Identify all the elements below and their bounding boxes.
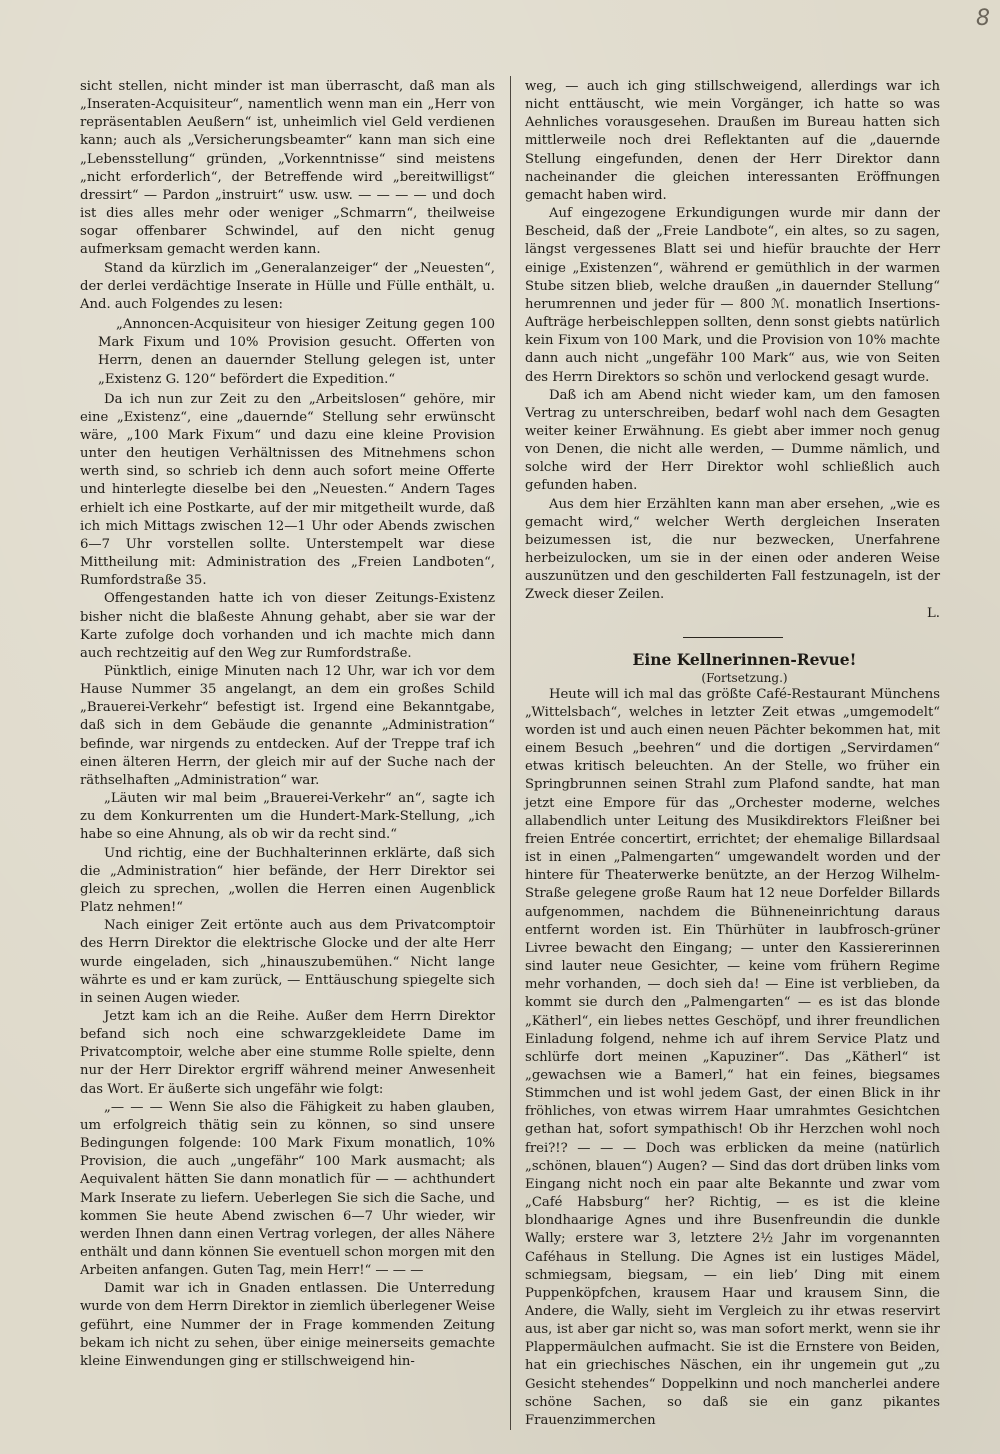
right-paragraph-4: Aus dem hier Erzählten kann man aber ersehen, „wie es gemacht wird,“ welcher Werth dergleichen Inseraten beizumessen ist, die nur bezwecken, Unerfahrene herbeizulocken, um sie in der einen oder anderen Weise auszunützen und den geschilderten Fall festzunageln, ist der Zweck dieser Zeilen. [525,496,940,603]
left-paragraph-8: Nach einiger Zeit ertönte auch aus dem Privatcomptoir des Herrn Direktor die elektrische Glocke und der alte Herr wurde eingeladen, sich „hinauszubemühen.“ Nicht lange währte es und er kam zurück, — Enttäuschung spiegelte sich in seinen Augen wieder. [80,918,495,1006]
author-signature: L. [927,605,940,621]
section-title: Eine Kellnerinnen-Revue! [632,649,857,669]
right-column [525,78,940,1430]
left-paragraph-9: Jetzt kam ich an die Reihe. Außer dem Herrn Direktor befand sich noch eine schwarzgekleidete Dame im Privatcomptoir, welche aber eine stumme Rolle spielte, denn nur der Herr Direktor ergriff während meiner Anwesenheit das Wort. Er äußerte sich ungefähr wie folgt: [80,1008,495,1097]
left-paragraph-6: „Läuten wir mal beim „Brauerei-Verkehr“ an“, sagte ich zu dem Konkurrenten um die Hundert-Mark-Stellung, „ich habe so eine Ahnung, als ob wir da recht sind.“ [80,791,495,843]
left-paragraph-3: Da ich nun zur Zeit zu den „Arbeitslosen“ gehöre, mir eine „Existenz“, eine „dauernde“ Stellung sehr erwünscht wäre, „100 Mark Fixum“ und dazu eine kleine Provision unter den heutigen Verhältnissen des Mitnehmens schon werth sind, so schrieb ich denn auch sofort meine Offerte und hinterlegte dieselbe bei den „Neuesten.“ Andern Tages erhielt ich eine Postkarte, auf der mir mitgetheilt wurde, daß ich mich Mittags zwischen 12—1 Uhr oder Abends zwischen 6—7 Uhr vorstellen sollte. Unterstempelt war diese Mittheilung mit: Administration des „Freien Landboten“, Rumfordstraße 35. [80,391,495,589]
left-paragraph-2: Stand da kürzlich im „Generalanzeiger“ der „Neuesten“, der derlei verdächtige Inserate in Hülle und Fülle enthält, u. And. auch Folgendes zu lesen: [80,260,495,312]
left-paragraph-11: Damit war ich in Gnaden entlassen. Die Unterredung wurde von dem Herrn Direktor in ziemlich überlegener Weise geführt, eine Nummer der in Frage kommenden Zeitung bekam ich nicht zu sehen, über einige meinerseits gemachte kleine Einwendungen ging er stillschweigend hin- [80,1281,495,1369]
page-number: 8 [976,6,990,31]
advertisement-quote: „Annoncen-Acquisiteur von hiesiger Zeitung gegen 100 Mark Fixum und 10% Provision gesucht. Offerten von Herrn, denen an dauernder Stellung gelegen ist, unter „Existenz G. 120“ befördert die Expedition.“ [98,317,495,387]
left-paragraph-10: „— — — Wenn Sie also die Fähigkeit zu haben glauben, um erfolgreich thätig sein zu können, so sind unsere Bedingungen folgende: 100 Mark Fixum monatlich, 10% Provision, die auch „ungefähr“ 100 Mark ausmacht; als Aequivalent hätten Sie dann monatlich für — — achthundert Mark Inserate zu liefern. Ueberlegen Sie sich die Sache, und kommen Sie heute Abend zwischen 6—7 Uhr wieder, wir werden Ihnen dann einen Vertrag vorlegen, der alles Nähere enthält und dann können Sie eventuell schon morgen mit den Arbeiten anfangen. Guten Tag, mein Herr!“ — — — [80,1099,495,1279]
right-paragraph-5: Heute will ich mal das größte Café-Restaurant Münchens „Wittelsbach“, welches in letzter Zeit etwas „umgemodelt“ worden ist und auch einen neuen Pächter bekommen hat, mit einem Besuch „beehren“ und die dortigen „Servirdamen“ etwas kritisch beleuchten. An der Stelle, wo früher ein Springbrunnen seinen Strahl zum Plafond sandte, hat man jetzt eine Empore für das „Orchester moderne, welches allabendlich unter Leitung des Musikdirektors Fleißner bei freien Entrée concertirt, errichtet; der ehemalige Billardsaal ist in einen „Palmengarten“ umgewandelt worden und der hintere für Theaterwerke benützte, an der Herzog Wilhelm-Straße gelegene große Raum hat 12 neue Dorfelder Billards aufgenommen, nachdem die Bühneneinrichtung daraus entfernt worden ist. Ein Thürhüter in laubfrosch-grüner Livree bewacht den Eingang; — unter den Kassiererinnen sind lauter neue Gesichter, — keine vom frühern Regime mehr vorhanden, — doch sieh da! — Eine ist verblieben, da kommt sie durch den „Palmengarten“ — es ist das blonde „Kätherl“, ein liebes nettes Geschöpf, und ihrer freundlichen Einladung folgend, nehme ich auf ihrem Service Platz und schlürfe dort meinen „Kapuziner“. Das „Kätherl“ ist „gewachsen wie a Bamerl,“ hat ein feines, biegsames Stimmchen und ist wohl jedem Gast, der einen Blick in ihr fröhliches, von etwas wirrem Haar umrahmtes Gesichtchen gethan hat, sofort sympathisch! Ob ihr Herzchen wohl noch frei?!? — — — Doch was erblicken da meine (natürlich „schönen, blauen“) Augen? — Sind das dort drüben links vom Eingang nicht noch ein paar alte Bekannte und zwar vom „Café Habsburg“ her? Richtig, — es ist die kleine blondhaarige Agnes und ihre Busenfreundin die dunkle Wally; erstere war 3, letztere 2½ Jahr im vorgenannten Caféhaus in Stellung. Die Agnes ist ein lustiges Mädel, schmiegsam, biegsam, — ein lieb’ Ding mit einem Puppenköpfchen, krausem Haar und krausem Sinn, die Andere, die Wally, sieht im Vergleich zu ihr etwas reservirt aus, ist aber gar nicht so, was man sofort merkt, wenn sie ihr Plappermäulchen aufmacht. Sie ist die Ernstere von Beiden, hat ein griechisches Näschen, ein ihr ungemein gut „zu Gesicht stehendes“ Doppelkinn und noch mancherlei andere schöne Sachen, so daß sie ein ganz pikantes Frauenzimmerchen [525,686,940,1428]
left-paragraph-4: Offengestanden hatte ich von dieser Zeitungs-Existenz bisher nicht die blaßeste Ahnung gehabt, aber sie war der Karte zufolge doch vorhanden und ich machte mich dann auch rechtzeitig auf den Weg zur Rumfordstraße. [80,591,495,661]
right-paragraph-2: Auf eingezogene Erkundigungen wurde mir dann der Bescheid, daß der „Freie Landbote“, ein altes, so zu sagen, längst vergessenes Blatt sei und hiefür brauchte der Herr einige „Existenzen“, während er gemüthlich in der warmen Stube sitzen blieb, welche draußen „in dauernder Stellung“ herumrennen und jeder für — 800 ℳ. monatlich Insertions-Aufträge herbeischleppen sollten, denn sonst giebts natürlich kein Fixum von 100 Mark, und die Provision von 10% machte dann auch nicht „ungefähr 100 Mark“ aus, wie von Seiten des Herrn Direktors so schön und verlockend gesagt wurde. [525,206,940,385]
section-subtitle: (Fortsetzung.) [701,670,788,685]
column-divider [510,76,511,1430]
section-rule [683,637,783,638]
right-paragraph-1: weg, — auch ich ging stillschweigend, allerdings war ich nicht enttäuscht, wie mein Vorgänger, ich hatte so was Aehnliches vorausgesehen. Draußen im Bureau hatten sich mittlerweile noch drei Reflektanten auf die „dauernde Stellung eingefunden, denen der Herr Direktor dann nacheinander die gleichen interessanten Eröffnungen gemacht haben wird. [525,79,940,203]
text-columns [80,78,940,1430]
signature-row [525,605,940,623]
left-paragraph-5: Pünktlich, einige Minuten nach 12 Uhr, war ich vor dem Hause Nummer 35 angelangt, an dem ein großes Schild „Brauerei-Verkehr“ befestigt ist. Irgend eine Bekanntgabe, daß sich in dem Gebäude die genannte „Administration“ befinde, war nirgends zu entdecken. Auf der Treppe traf ich einen älteren Herrn, der gleich mir auf der Suche nach der räthselhaften „Administration“ war. [80,664,495,788]
left-paragraph-7: Und richtig, eine der Buchhalterinnen erklärte, daß sich die „Administration“ hier befände, der Herr Direktor sei gleich zu sprechen, „wollen die Herren einen Augenblick Platz nehmen!“ [80,845,495,916]
left-column [80,78,495,1430]
right-paragraph-3: Daß ich am Abend nicht wieder kam, um den famosen Vertrag zu unterschreiben, bedarf wohl nach dem Gesagten weiter keiner Erwähnung. Es giebt aber immer noch genug von Denen, die nicht alle werden, — Dumme nämlich, und solche wird der Herr Direktor wohl schließlich auch gefunden haben. [525,387,940,494]
left-paragraph-1: sicht stellen, nicht minder ist man überrascht, daß man als „Inseraten-Acquisiteur“, namentlich wenn man ein „Herr von repräsentablen Aeußern“ ist, unheimlich viel Geld verdienen kann; auch als „Versicherungsbeamter“ kann man sich eine „Lebensstellung“ gründen, „Vorkenntnisse“ sind meistens „nicht erforderlich“, der Betreffende wird „bereitwilligst“ dressirt“ — Pardon „instruirt“ usw. usw. — — — — und doch ist dies alles mehr oder weniger „Schmarrn“, theilweise sogar offenbarer Schwindel, auf den nicht genug aufmerksam gemacht werden kann. [80,79,495,258]
